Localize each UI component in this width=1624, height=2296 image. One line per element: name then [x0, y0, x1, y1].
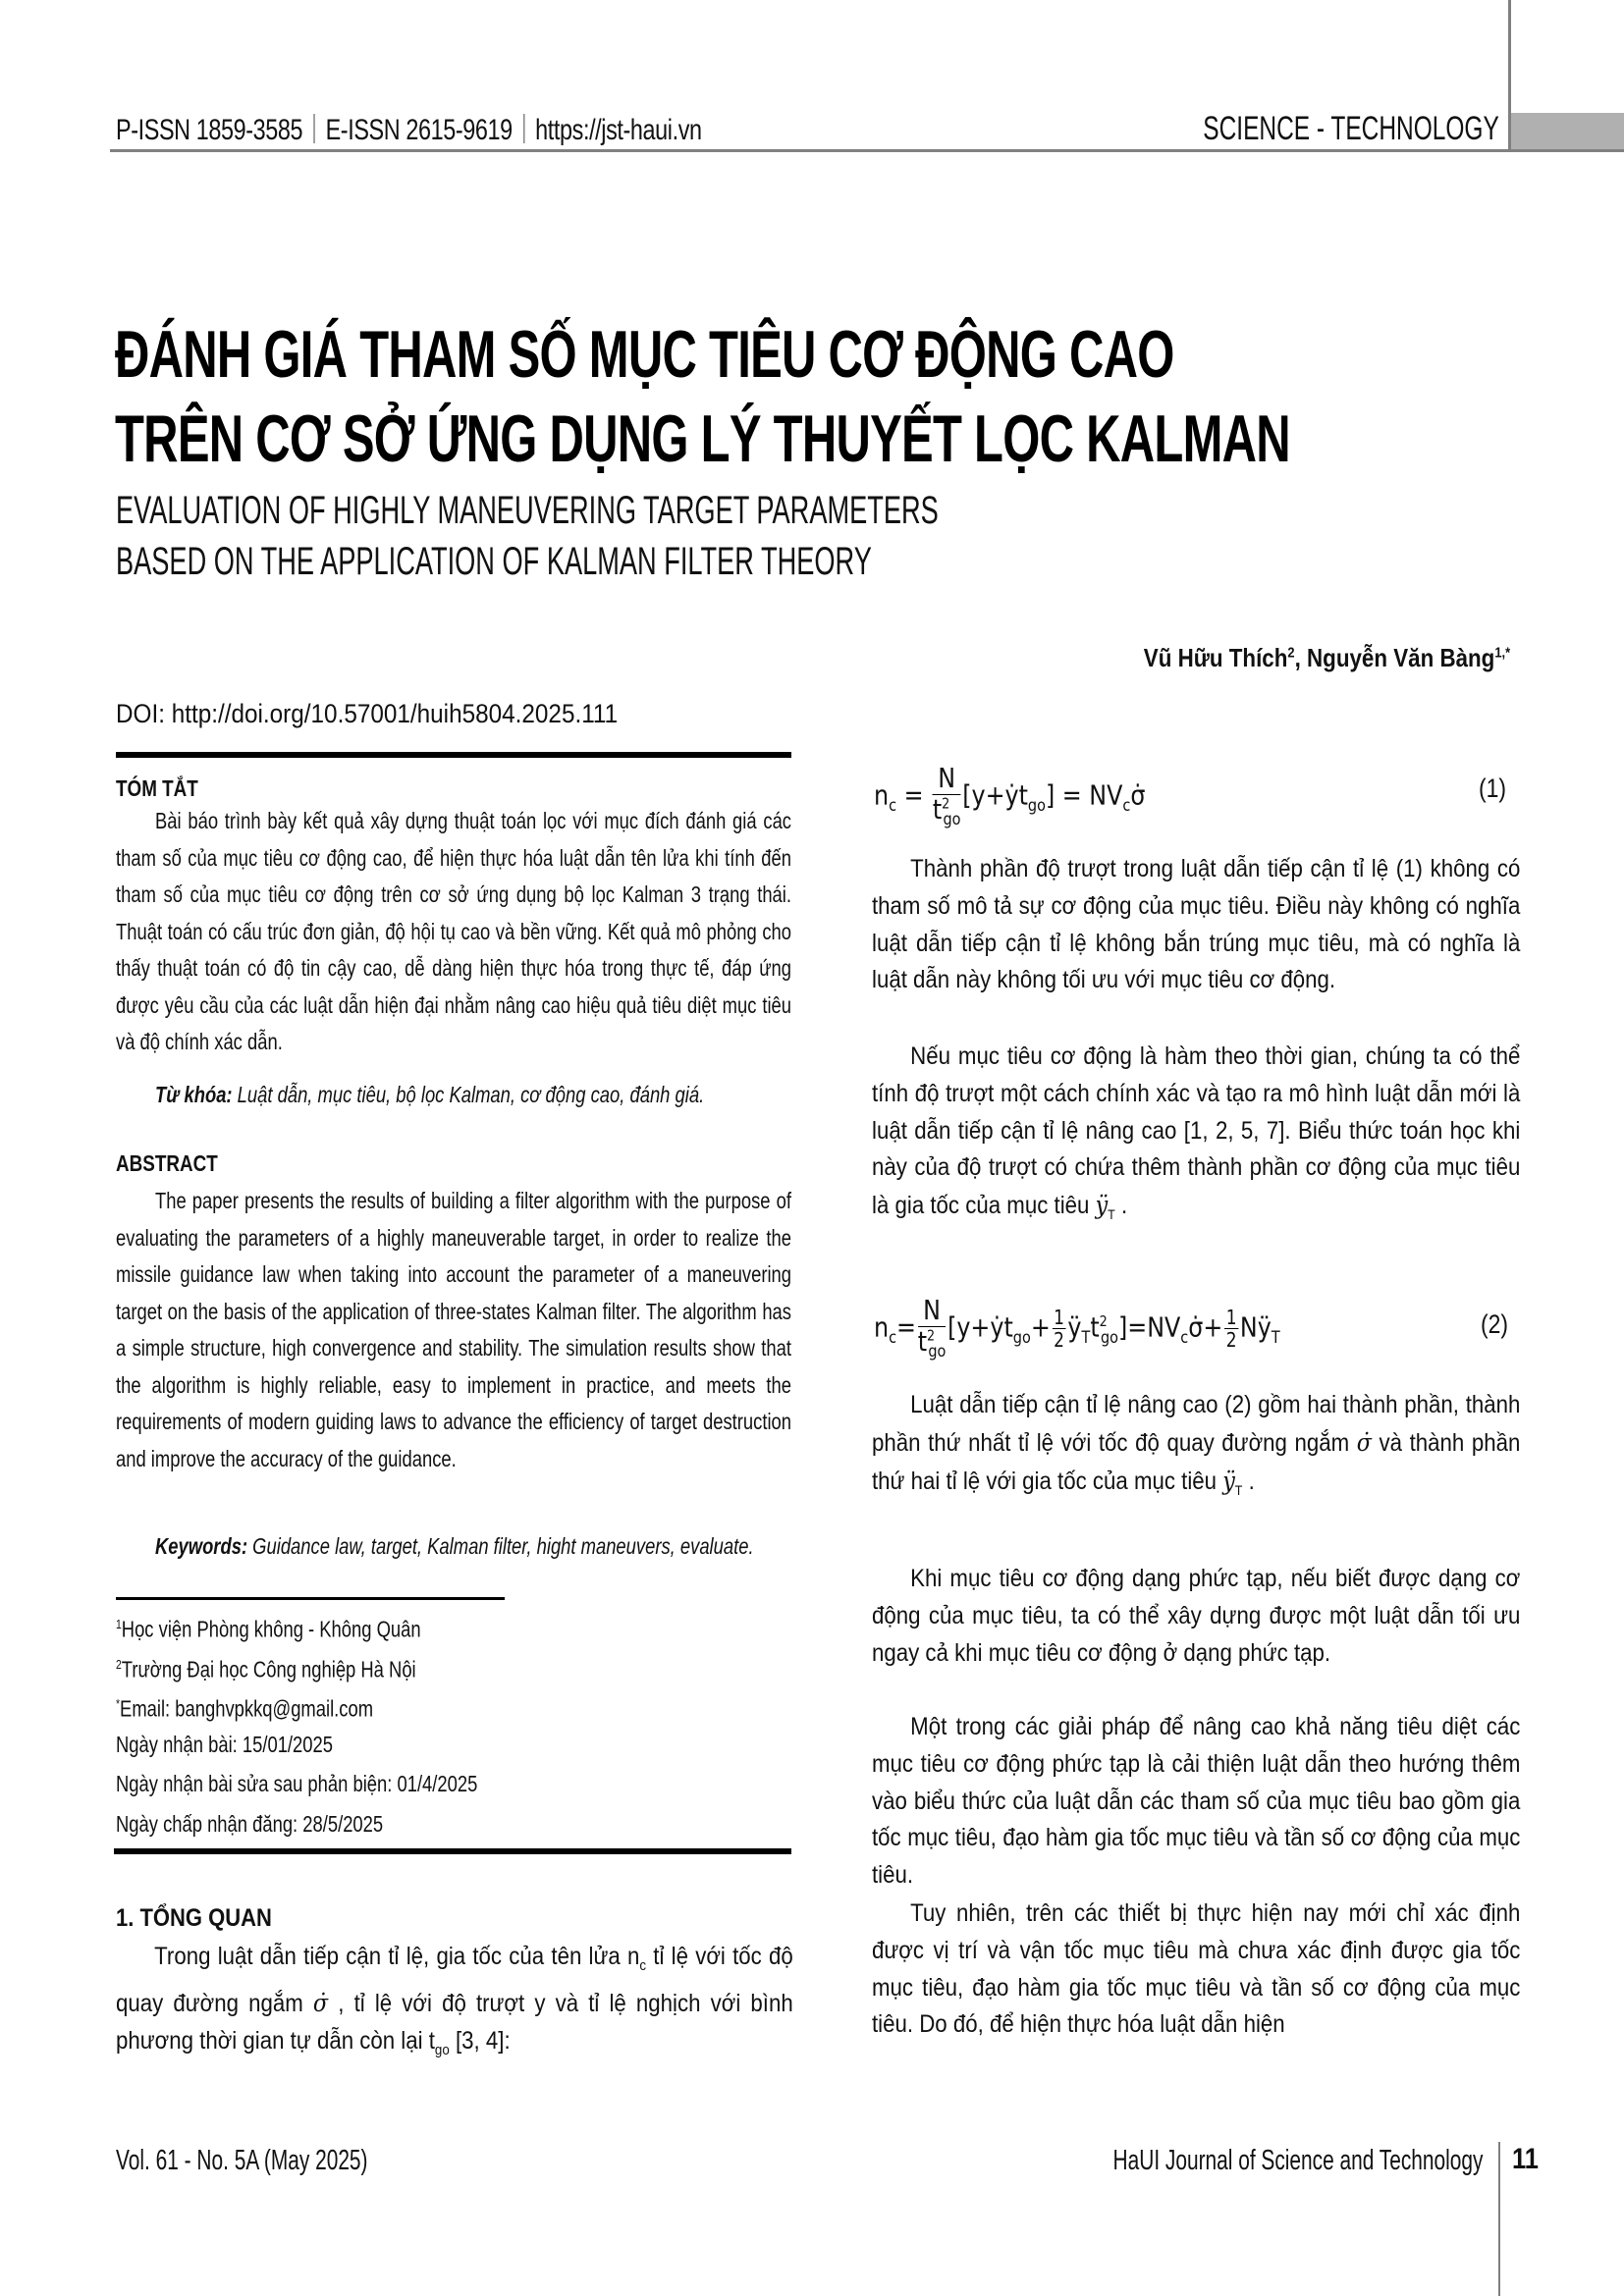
page-number: 11	[1512, 2143, 1539, 2175]
author-list	[1144, 643, 1510, 673]
author-name: Nguyễn Văn Bàng	[1306, 643, 1495, 672]
abstract-vn-text: Bài báo trình bày kết quả xây dựng thuật toán lọc với mục đích đánh giá các tham số của mục tiêu cơ động cao, để hiện thực hóa luật dẫn tên lửa khi tính đến tham số của mục tiêu cơ động trên cơ sở ứng dụng bộ lọc Kalman 3 trạng thái. Thuật toán có cấu trúc đơn giản, độ hội tụ cao và bền vững. Kết quả mô phỏng cho thấy thuật toán có độ tin cậy cao, dễ dàng hiện thực hóa trong thực tế, đáp ứng được yêu cầu của các luật dẫn hiện đại nhằm nâng cao hiệu quả tiêu diệt mục tiêu và độ chính xác dẫn.	[116, 808, 791, 1054]
title-vn-line1: ĐÁNH GIÁ THAM SỐ MỤC TIÊU CƠ ĐỘNG CAO	[115, 317, 1174, 392]
paragraph: Thành phần độ trượt trong luật dẫn tiếp cận tỉ lệ (1) không có tham số mô tả sự cơ động của mục tiêu. Điều này không có nghĩa luật dẫn tiếp cận tỉ lệ không bắn trúng mục tiêu, mà có nghĩa là luật dẫn này không tối ưu với mục tiêu cơ động.	[872, 855, 1521, 994]
y-double-dot-symbol: ÿ	[1222, 1466, 1235, 1495]
e-issn: E-ISSN 2615-9619	[325, 114, 513, 146]
date-received	[116, 1725, 666, 1765]
footer-vertical-line	[1498, 2142, 1500, 2296]
title-en-line1: EVALUATION OF HIGHLY MANEUVERING TARGET PARAMETERS	[116, 489, 939, 532]
fraction: $\frac{N}{t^2_{go}}$	[932, 762, 961, 830]
subscript: go	[434, 2041, 450, 2058]
keywords-vn-label: Từ khóa:	[155, 1082, 233, 1107]
section-1-paragraph	[116, 1939, 793, 2068]
email-link[interactable]: Email: banghvpkkq@gmail.com	[120, 1695, 374, 1722]
header-rule	[110, 149, 1624, 152]
paragraph: Khi mục tiêu cơ động dạng phức tạp, nếu biết được dạng cơ động của mục tiêu, ta có thể xây dựng được một luật dẫn tối ưu ngay cả khi mục tiêu cơ động ở dạng phức tạp.	[872, 1565, 1521, 1667]
text-run: Nếu mục tiêu cơ động là hàm theo thời gian, chúng ta có thể tính độ trượt một cách chính xác và tạo ra mô hình luật dẫn mới là luật dẫn tiếp cận tỉ lệ nâng cao [1, 2, 5, 7]. Biểu thức toán học khi này của độ trượt có chứa thêm thành phần cơ động của mục tiêu là gia tốc của mục tiêu	[872, 1042, 1521, 1220]
separator	[523, 114, 525, 143]
date-received-text: Ngày nhận bài: 15/01/2025	[116, 1731, 333, 1757]
text-run: và thành phần thứ hai tỉ lệ với gia tốc của mục tiêu	[872, 1428, 1521, 1495]
keywords-vn-text: Luật dẫn, mục tiêu, bộ lọc Kalman, cơ động cao, đánh giá.	[232, 1082, 705, 1107]
keywords-en	[116, 1528, 791, 1566]
affiliation-rule	[116, 1597, 505, 1600]
affiliation-line	[116, 1645, 666, 1685]
email-line	[116, 1684, 666, 1725]
title-vn-line2: TRÊN CƠ SỞ ỨNG DỤNG LÝ THUYẾT LỌC KALMAN	[115, 401, 1290, 476]
author-name: Vũ Hữu Thích	[1143, 643, 1288, 672]
affiliation-notes	[116, 1605, 803, 1843]
equation-2: $n_c=$ $\frac{N}{t^2_{go}}$ [y+ẏt$_{go}$+ $\frac{1}{2}$ $ÿ_Tt^2_{go}]=NV_c\sigmȧ+$ $\frac{1}{2}$ $Nÿ_T$	[874, 1294, 1280, 1362]
date-accepted	[116, 1804, 666, 1844]
fraction-half: $\frac{1}{2}$	[1054, 1306, 1064, 1353]
affiliation-line	[116, 1605, 666, 1645]
y-double-dot-symbol: ÿ	[1095, 1191, 1109, 1220]
subscript: c	[639, 1957, 647, 1974]
sigma-dot-symbol: σ̇	[1356, 1427, 1372, 1457]
title-en-line2: BASED ON THE APPLICATION OF KALMAN FILTER THEORY	[116, 540, 872, 583]
affiliation-end-rule	[114, 1848, 791, 1854]
sigma-dot-symbol: σ̇	[312, 1988, 329, 2017]
affiliation-text: Học viện Phòng không - Không Quân	[121, 1616, 421, 1642]
text-run: .	[1114, 1192, 1128, 1220]
keywords-en-label: Keywords:	[155, 1533, 248, 1559]
date-revised	[116, 1764, 666, 1804]
abstract-en-text: The paper presents the results of building a filter algorithm with the purpose of evaluating the parameters of a highly maneuverable target, in order to realize the missile guidance law when taking into account the parameter of a maneuvering target on the basis of the application of three-states Kalman filter. The algorithm has a simple structure, high convergence and stability. The simulation results show that the algorithm is highly reliable, easy to implement in practice, and meets the requirements of modern guiding laws to advance the efficiency of target destruction and improve the accuracy of the guidance.	[116, 1188, 791, 1471]
keywords-en-text: Guidance law, target, Kalman filter, hight maneuvers, evaluate.	[247, 1533, 754, 1559]
footer-journal-name: HaUI Journal of Science and Technology	[1112, 2145, 1483, 2176]
subscript: T	[1234, 1481, 1243, 1498]
abstract-en-heading: ABSTRACT	[116, 1150, 218, 1176]
separator	[313, 114, 315, 143]
p-issn: P-ISSN 1859-3585	[116, 114, 303, 146]
header-section-label: SCIENCE - TECHNOLOGY	[1203, 110, 1499, 147]
equation-2-number: (2)	[1480, 1309, 1508, 1339]
text-run: [3, 4]:	[449, 2026, 511, 2055]
equation-1: $n_c$ = $\frac{N}{t^2_{go}}$ [y+ẏt$_{go}$] = $NV_c\sigmȧ$	[874, 762, 1146, 830]
paragraph	[872, 1387, 1520, 1509]
paragraph: Tuy nhiên, trên các thiết bị thực hiện nay mới chỉ xác định được vị trí và vận tốc mục tiêu mà chưa xác định được gia tốc mục tiêu, đạo hàm gia tốc mục tiêu và tần số cơ động của mục tiêu. Do đó, để hiện thực hóa luật dẫn hiện	[872, 1899, 1521, 2039]
text-run: Luật dẫn tiếp cận tỉ lệ nâng cao (2) gồm hai thành phần, thành phần thứ nhất tỉ lệ với tốc độ quay đường ngắm	[872, 1391, 1521, 1457]
header-issn-info	[116, 114, 702, 147]
author-affiliation-mark: 1,*	[1494, 644, 1510, 662]
text-run: Trong luật dẫn tiếp cận tỉ lệ, gia tốc của tên lửa n	[154, 1943, 640, 1970]
subscript: T	[1108, 1206, 1115, 1223]
equation-1-number: (1)	[1478, 774, 1506, 803]
fraction-half: $\frac{1}{2}$	[1225, 1306, 1237, 1353]
affiliation-text: Trường Đại học Công nghiệp Hà Nội	[121, 1656, 416, 1682]
affiliation-mark: 2	[116, 1656, 122, 1672]
date-revised-text: Ngày nhận bài sửa sau phản biện: 01/4/2025	[116, 1771, 478, 1796]
text-run: tỉ lệ với tốc độ quay đường ngắm	[116, 1943, 793, 2017]
text-run: , tỉ lệ với độ trượt y và tỉ lệ nghịch với bình phương thời gian tự dẫn còn lại t	[116, 1989, 793, 2055]
footer-volume: Vol. 61 - No. 5A (May 2025)	[116, 2145, 368, 2176]
keywords-vn	[116, 1077, 791, 1114]
affiliation-mark: *	[116, 1696, 121, 1711]
doi-link[interactable]: DOI: http://doi.org/10.57001/huih5804.2025.111	[116, 699, 619, 728]
journal-url-link[interactable]: https://jst-haui.vn	[535, 114, 702, 146]
text-run: .	[1242, 1467, 1255, 1495]
header-gray-box	[1511, 113, 1624, 150]
section-1-heading: 1. TỔNG QUAN	[116, 1904, 272, 1932]
author-separator: ,	[1294, 643, 1307, 672]
affiliation-mark: 1	[116, 1617, 122, 1631]
abstract-top-rule	[116, 752, 791, 758]
paragraph: Một trong các giải pháp để nâng cao khả năng tiêu diệt các mục tiêu cơ động phức tạp là cải thiện luật dẫn theo hướng thêm vào biểu thức của luật dẫn các tham số của mục tiêu bao gồm gia tốc mục tiêu, đạo hàm gia tốc mục tiêu và tần số cơ động của mục tiêu.	[872, 1713, 1521, 1890]
paragraph	[872, 1039, 1520, 1234]
fraction: $\frac{N}{t^2_{go}}$	[917, 1294, 947, 1362]
abstract-vn-heading: TÓM TẮT	[116, 775, 198, 801]
author-affiliation-mark: 2	[1287, 644, 1295, 662]
date-accepted-text: Ngày chấp nhận đăng: 28/5/2025	[116, 1810, 384, 1837]
